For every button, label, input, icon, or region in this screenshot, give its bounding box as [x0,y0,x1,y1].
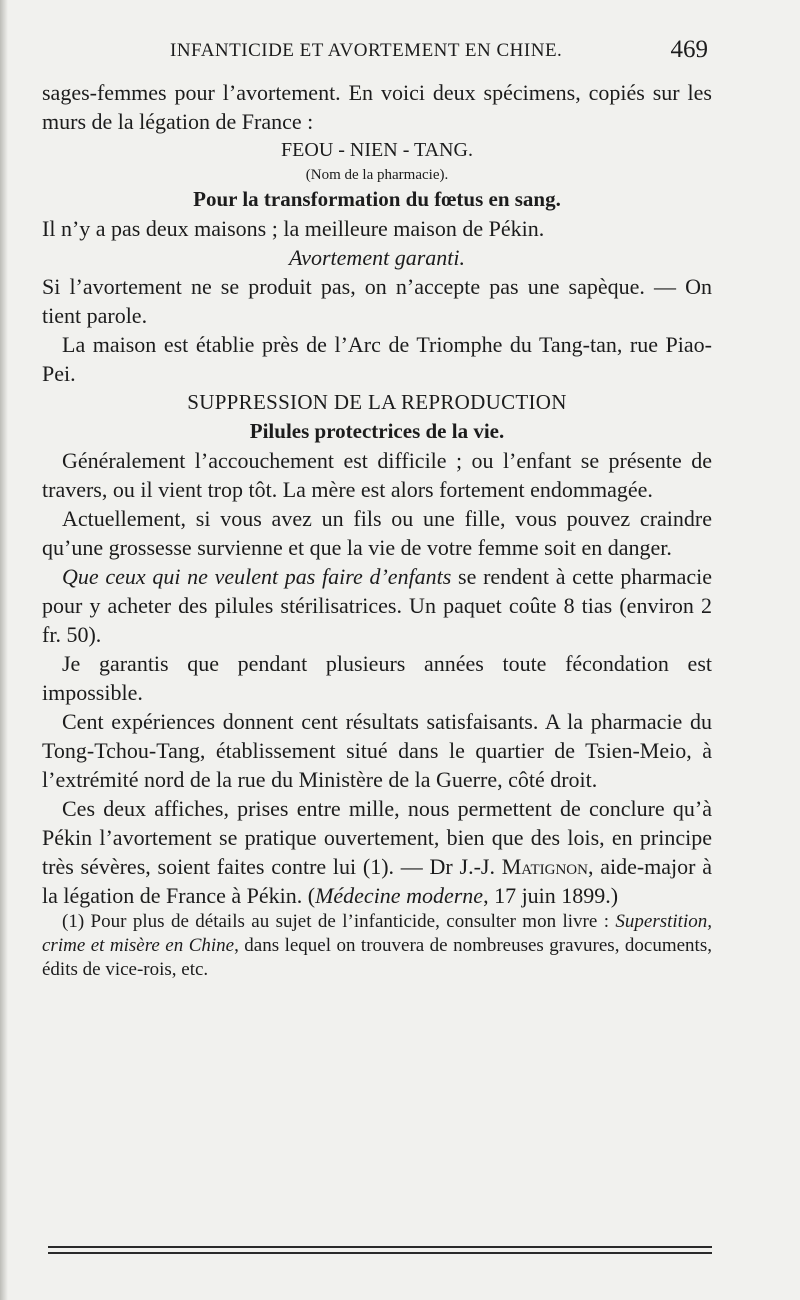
footnote-rest: , dans lequel on trouvera de nombreuses gravures, documents, édits de vice-rois, etc. [42,935,712,980]
sign2-paragraph-5: Cent expériences donnent cent résultats satisfaisants. A la pharmacie du Tong-Tchou-Tang, établissement situé dans le quartier de Tsien-Meio, à l’extrémité nord de la rue du Ministère de la Guerre, côté droit. [42,709,712,792]
source-rest: , 17 juin 1899.) [483,883,619,908]
conclusion-text: Ces deux affiches, prises entre mille, nous permettent de conclure qu’à Pékin l’avortement se pratique ouvertement, bien que des lois, en principe très sévères, soient faites contre lui (1). — [42,796,712,879]
bottom-rule-2 [48,1252,712,1254]
sign2-paragraph-1: Généralement l’accouchement est difficile ; ou l’enfant se présente de travers, ou il vient trop tôt. La mère est alors fortement endommagée. [42,448,712,502]
opening-paragraph: sages-femmes pour l’avortement. En voici deux spécimens, copiés sur les murs de la légation de France : [42,80,712,134]
bottom-rule-1 [48,1246,712,1248]
page-header [40,36,708,70]
footnote-lead: (1) Pour plus de détails au sujet de l’infanticide, consulter mon livre : [62,911,616,932]
author-name: Matignon [501,854,588,879]
author-rest: , aide-major à la légation de France à Pékin. [42,854,712,908]
source-title: Médecine moderne [315,883,484,908]
conclusion-paragraph [42,794,712,910]
running-title: INFANTICIDE ET AVORTEMENT EN CHINE. [170,40,563,61]
footnote-book-title: Superstition, crime et misère en Chine [42,911,712,956]
source-open: ( [307,883,316,908]
sign2-paragraph-3 [42,562,712,649]
pharmacy-name-note: (Nom de la pharmacie). [305,167,449,183]
page-body [42,78,712,982]
sign2-heading: Pilules protectrices de la vie. [249,419,505,443]
author-prefix: Dr J.-J. [429,854,502,879]
sign2-title: SUPPRESSION DE LA REPRODUCTION [187,390,567,414]
sign2-paragraph-3-italic: Que ceux qui ne veulent pas faire d’enfants [62,564,452,589]
sign1-guarantee: Avortement garanti. [289,245,465,270]
page-number: 469 [670,36,708,63]
sign1-line3: La maison est établie près de l’Arc de Triomphe du Tang-tan, rue Piao-Pei. [42,332,712,386]
sign1-heading: Pour la transformation du fœtus en sang. [193,187,561,211]
footnote [42,910,712,982]
sign2-paragraph-3-rest: se rendent à cette pharmacie pour y acheter des pilules stérilisatrices. Un paquet coûte 8 tias (environ 2 fr. 50). [42,564,713,647]
sign1-line2: Si l’avortement ne se produit pas, on n’accepte pas une sapèque. — On tient parole. [42,274,712,328]
pharmacy-name: FEOU - NIEN - TANG. [281,139,473,161]
sign1-line1: Il n’y a pas deux maisons ; la meilleure maison de Pékin. [42,216,545,241]
sign2-paragraph-4: Je garantis que pendant plusieurs années toute fécondation est impossible. [42,651,712,705]
sign2-paragraph-2: Actuellement, si vous avez un fils ou une fille, vous pouvez craindre qu’une grossesse survienne et que la vie de votre femme soit en danger. [42,506,712,560]
